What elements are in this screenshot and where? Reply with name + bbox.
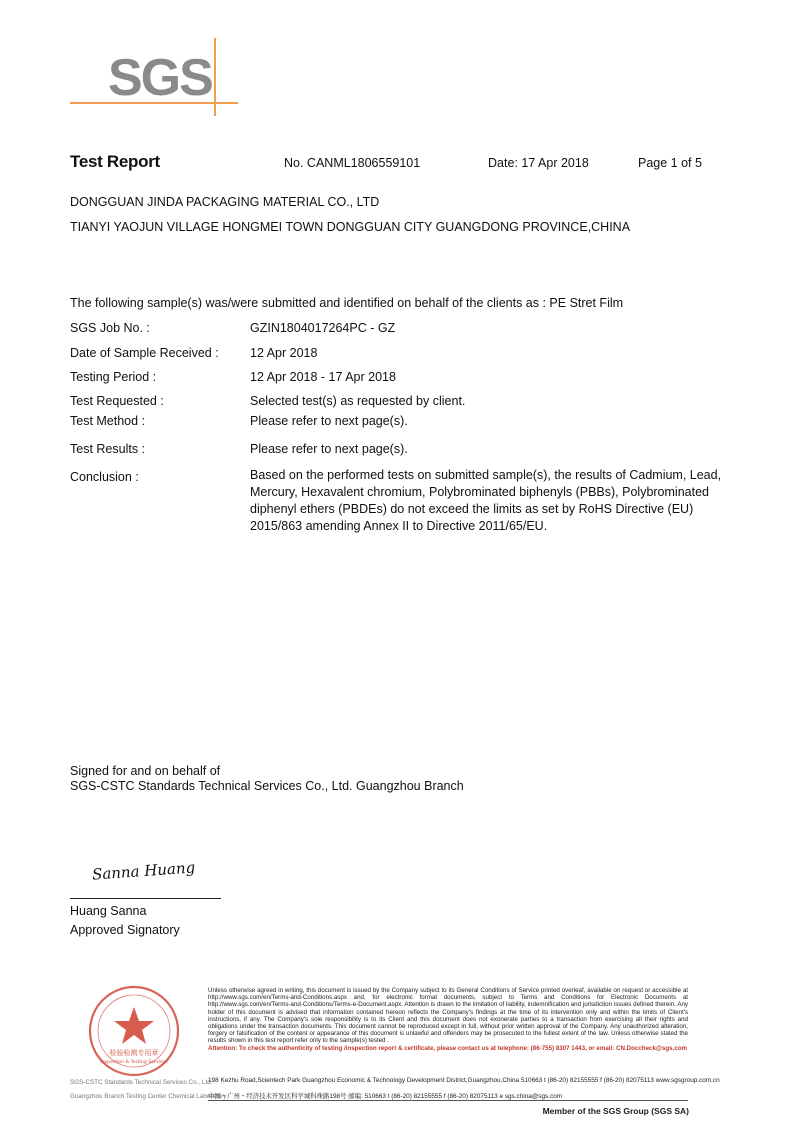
client-address: TIANYI YAOJUN VILLAGE HONGMEI TOWN DONGGUAN CITY GUANGDONG PROVINCE,CHINA — [70, 220, 631, 234]
field-received — [70, 346, 730, 362]
field-period — [70, 370, 730, 386]
stamp-text-cn: 检验检测专用章 — [109, 1049, 159, 1057]
stamp-company-line: SGS-CSTC Standards Technical Services Co., Ltd. — [70, 1079, 213, 1086]
footer-address-cn: 中国・广州・经济技术开发区科学城科珠路198号 邮编: 510663 t (86-20) 82155555 f (86-20) 82075113 e sgs.china@sgs.com — [208, 1093, 563, 1100]
authenticity-notice: Attention: To check the authenticity of testing /inspection report & certificate, please contact us at telephone: (86-755) 8307 1443, or email: CN.Doccheck@sgs.com — [208, 1044, 688, 1052]
signatory-name: Huang Sanna — [70, 904, 147, 918]
disclaimer-text: Unless otherwise agreed in writing, this document is issued by the Company subject to its General Conditions of Service printed overleaf, available on request or accessible at http://www.sgs.com/en/Terms-and-Conditions.aspx and, for electronic format documents, subject to Terms and Conditions for Electronic Documents at http://www.sgs.com/en/Terms-and-Conditions/Terms-e-Document.aspx. Attention is drawn to the limitation of liability, indemnification and jurisdiction issues defined therein. Any holder of this document is advised that information contained hereon reflects the Company's findings at the time of its intervention only and within the limits of Client's instructions, if any. The Company's sole responsibility is to its Client and this document does not exonerate parties to a transaction from exercising all their rights and obligations under the transaction documents. This document cannot be reproduced except in full, without prior written approval of the Company. Any unauthorized alteration, forgery or falsification of the content or appearance of this document is unlawful and offenders may be prosecuted to the fullest extent of the law. Unless otherwise stated the results shown in this test report refer only to the sample(s) tested . — [208, 987, 688, 1045]
intro-text: The following sample(s) was/were submitted and identified on behalf of the clients as : PE Stret Film — [70, 296, 624, 310]
period-value: 12 Apr 2018 - 17 Apr 2018 — [250, 370, 396, 384]
stamp-branch-line: Guangzhou Branch Testing Center Chemical Laboratory — [70, 1093, 227, 1100]
footer-address-en: 198 Kezhu Road,Scientech Park Guangzhou Economic & Technology Development District,Guangzhou,China 510663 t (86-20) 82155555 f (86-20) 82075113 www.sgsgroup.com.cn — [208, 1077, 720, 1084]
results-value: Please refer to next page(s). — [250, 442, 408, 456]
field-requested — [70, 394, 730, 410]
page-number: Page 1 of 5 — [638, 156, 702, 170]
client-name: DONGGUAN JINDA PACKAGING MATERIAL CO., LTD — [70, 195, 380, 209]
field-job — [70, 321, 730, 337]
report-number: No. CANML1806559101 — [284, 156, 421, 170]
sgs-group-member: Member of the SGS Group (SGS SA) — [542, 1106, 689, 1116]
requested-value: Selected test(s) as requested by client. — [250, 394, 466, 408]
sgs-logo — [70, 38, 240, 118]
field-method — [70, 414, 730, 430]
signatory-role: Approved Signatory — [70, 923, 180, 937]
signed-for-line: Signed for and on behalf of — [70, 764, 221, 778]
signature-line — [70, 898, 221, 899]
job-value: GZIN1804017264PC - GZ — [250, 321, 396, 335]
job-label: SGS Job No. : — [70, 321, 150, 335]
report-title: Test Report — [70, 152, 160, 171]
footer-rule — [208, 1100, 688, 1101]
method-label: Test Method : — [70, 414, 146, 428]
method-value: Please refer to next page(s). — [250, 414, 408, 428]
requested-label: Test Requested : — [70, 394, 164, 408]
conclusion-value: Based on the performed tests on submitted sample(s), the results of Cadmium, Lead, Mercury, Hexavalent chromium, Polybrominated biphenyls (PBBs), Polybrominated diphenyl ethers (PBDEs) do not exceed the limits as set by RoHS Directive (EU) 2015/863 amending Annex II to Directive 2011/65/EU. — [250, 468, 722, 533]
received-label: Date of Sample Received : — [70, 346, 219, 360]
period-label: Testing Period : — [70, 370, 157, 384]
company-stamp — [70, 985, 200, 1077]
field-results — [70, 442, 730, 458]
footer-disclaimer — [208, 987, 688, 1052]
field-conclusion — [70, 467, 730, 539]
signature: Sanna Huang — [91, 858, 196, 884]
stamp-text-en: Inspection & Testing Services — [100, 1060, 168, 1065]
stamp-star-icon — [114, 1007, 154, 1044]
sgs-logo-text: SGS — [108, 49, 212, 107]
signing-company: SGS-CSTC Standards Technical Services Co., Ltd. Guangzhou Branch — [70, 779, 464, 793]
results-label: Test Results : — [70, 442, 146, 456]
conclusion-label: Conclusion : — [70, 470, 139, 484]
received-value: 12 Apr 2018 — [250, 346, 318, 360]
report-date: Date: 17 Apr 2018 — [488, 156, 589, 170]
